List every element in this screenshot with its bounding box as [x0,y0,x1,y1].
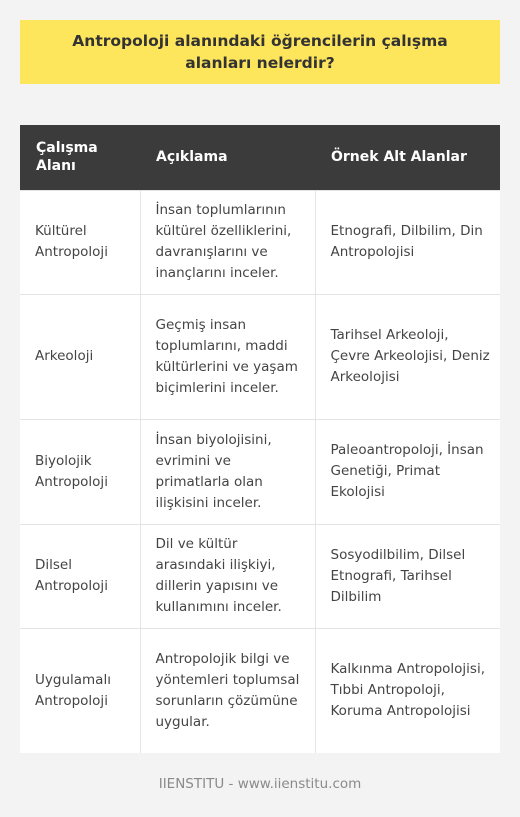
area-cell: Kültürel Antropoloji [20,190,140,294]
header-description: Açıklama [140,125,315,190]
subfields-cell: Etnografi, Dilbilim, Din Antropolojisi [315,190,500,294]
footer-credit: IIENSTITU - www.iienstitu.com [158,776,362,792]
area-cell: Dilsel Antropoloji [20,524,140,628]
description-cell: Antropolojik bilgi ve yöntemleri toplumsal sorunların çözümüne uygular. [140,628,315,753]
study-areas-table [20,125,500,753]
table-row [20,294,500,419]
table-row [20,190,500,294]
description-cell: İnsan toplumlarının kültürel özelliklerini, davranışlarını ve inançlarını inceler. [140,190,315,294]
header-subfields: Örnek Alt Alanlar [315,125,500,190]
title-banner [20,20,500,84]
subfields-cell: Sosyodilbilim, Dilsel Etnografi, Tarihsel Dilbilim [315,524,500,628]
subfields-cell: Kalkınma Antropolojisi, Tıbbi Antropoloji, Koruma Antropolojisi [315,628,500,753]
table-row [20,628,500,753]
area-cell: Arkeoloji [20,294,140,419]
table-header-row [20,125,500,190]
description-cell: İnsan biyolojisini, evrimini ve primatlarla olan ilişkisini inceler. [140,419,315,524]
area-cell: Biyolojik Antropoloji [20,419,140,524]
page-title: Antropoloji alanındaki öğrencilerin çalışma alanları nelerdir? [72,32,448,72]
table-row [20,524,500,628]
subfields-cell: Tarihsel Arkeoloji, Çevre Arkeolojisi, Deniz Arkeolojisi [315,294,500,419]
table-row [20,419,500,524]
area-cell: Uygulamalı Antropoloji [20,628,140,753]
description-cell: Dil ve kültür arasındaki ilişkiyi, dillerin yapısını ve kullanımını inceler. [140,524,315,628]
description-cell: Geçmiş insan toplumlarını, maddi kültürlerini ve yaşam biçimlerini inceler. [140,294,315,419]
subfields-cell: Paleoantropoloji, İnsan Genetiği, Primat Ekolojisi [315,419,500,524]
header-area: Çalışma Alanı [20,125,140,190]
